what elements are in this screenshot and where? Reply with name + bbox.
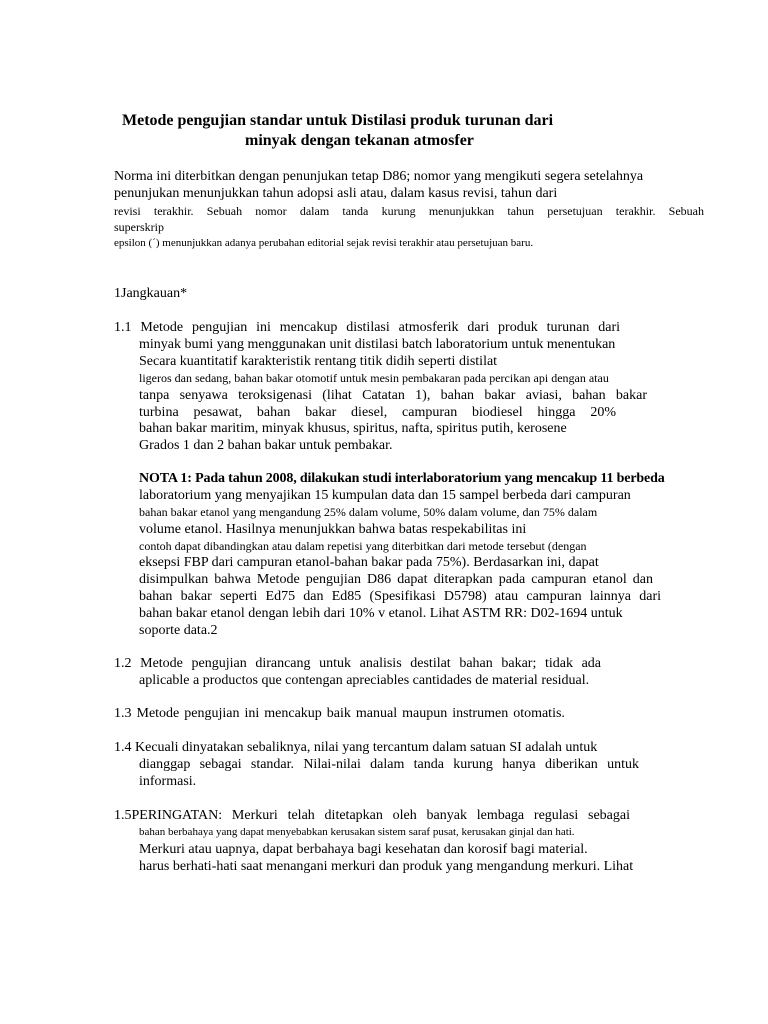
intro-line: epsilon (´) menunjukkan adanya perubahan editorial sejak revisi terakhir atau persetujuan baru. [114,237,534,249]
note-1-line: bahan bakar seperti Ed75 dan Ed85 (Spesifikasi D5798) atau campuran lainnya dari [139,589,661,604]
clause-1-3-line: 1.3 Metode pengujian ini mencakup baik manual maupun instrumen otomatis. [114,706,565,721]
note-1-line: laboratorium yang menyajikan 15 kumpulan data dan 15 sampel berbeda dari campuran [139,488,631,503]
clause-1-2-line: 1.2 Metode pengujian dirancang untuk analisis destilat bahan bakar; tidak ada [114,656,601,671]
note-1-line: soporte data.2 [139,623,218,638]
clause-1-1-line: turbina pesawat, bahan bakar diesel, campuran biodiesel hingga 20% [139,405,616,420]
clause-1-4-line: 1.4 Kecuali dinyatakan sebaliknya, nilai yang tercantum dalam satuan SI adalah untuk [114,740,598,755]
note-1-line: bahan bakar etanol yang mengandung 25% dalam volume, 50% dalam volume, dan 75% dalam [139,505,598,519]
document-title-line-1: Metode pengujian standar untuk Distilasi produk turunan dari [122,112,554,129]
intro-line: superskrip [114,220,164,234]
clause-1-4-line: dianggap sebagai standar. Nilai-nilai dalam tanda kurung hanya diberikan untuk [139,757,639,772]
clause-1-4-line: informasi. [139,774,197,789]
clause-1-1-line: Secara kuantitatif karakteristik rentang titik didih seperti distilat [139,354,498,369]
clause-1-1-line: 1.1 Metode pengujian ini mencakup distilasi atmosferik dari produk turunan dari [114,320,620,335]
note-1-line: bahan bakar etanol dengan lebih dari 10% v etanol. Lihat ASTM RR: D02-1694 untuk [139,606,623,621]
intro-line: penunjukan menunjukkan tahun adopsi asli atau, dalam kasus revisi, tahun dari [114,186,558,201]
note-1-line: eksepsi FBP dari campuran etanol-bahan bakar pada 75%). Berdasarkan ini, dapat [139,555,599,570]
clause-1-2-line: aplicable a productos que contengan apreciables cantidades de material residual. [139,673,590,688]
note-1-line: disimpulkan bahwa Metode pengujian D86 dapat diterapkan pada campuran etanol dan [139,572,653,587]
section-heading: 1Jangkauan* [114,286,188,301]
clause-1-5-line: bahan berbahaya yang dapat menyebabkan kerusakan sistem saraf pusat, kerusakan ginjal dan hati. [139,826,575,838]
clause-1-5-line: Merkuri atau uapnya, dapat berbahaya bagi kesehatan dan korosif bagi material. [139,842,588,857]
note-1-line: contoh dapat dibandingkan atau dalam repetisi yang diterbitkan dari metode tersebut (dengan [139,539,587,553]
clause-1-1-line: tanpa senyawa teroksigenasi (lihat Catatan 1), bahan bakar aviasi, bahan bakar [139,388,647,403]
intro-line: revisi terakhir. Sebuah nomor dalam tanda kurung menunjukkan tahun persetujuan terakhir. Sebuah [114,204,704,218]
clause-1-1-line: bahan bakar maritim, minyak khusus, spiritus, nafta, spiritus putih, kerosene [139,421,567,436]
clause-1-1-line: ligeros dan sedang, bahan bakar otomotif untuk mesin pembakaran pada percikan api dengan atau [139,371,609,385]
note-1-line: NOTA 1: Pada tahun 2008, dilakukan studi interlaboratorium yang mencakup 11 berbeda [139,471,665,486]
clause-1-1-line: Grados 1 dan 2 bahan bakar untuk pembakar. [139,438,393,453]
clause-1-5-line: 1.5PERINGATAN: Merkuri telah ditetapkan oleh banyak lembaga regulasi sebagai [114,808,630,823]
intro-line: Norma ini diterbitkan dengan penunjukan tetap D86; nomor yang mengikuti segera setelahnya [114,169,644,184]
clause-1-1-line: minyak bumi yang menggunakan unit distilasi batch laboratorium untuk menentukan [139,337,616,352]
note-1-line: volume etanol. Hasilnya menunjukkan bahwa batas respekabilitas ini [139,522,527,537]
document-title-line-2: minyak dengan tekanan atmosfer [245,132,474,149]
clause-1-5-line: harus berhati-hati saat menangani merkuri dan produk yang mengandung merkuri. Lihat [139,859,634,874]
